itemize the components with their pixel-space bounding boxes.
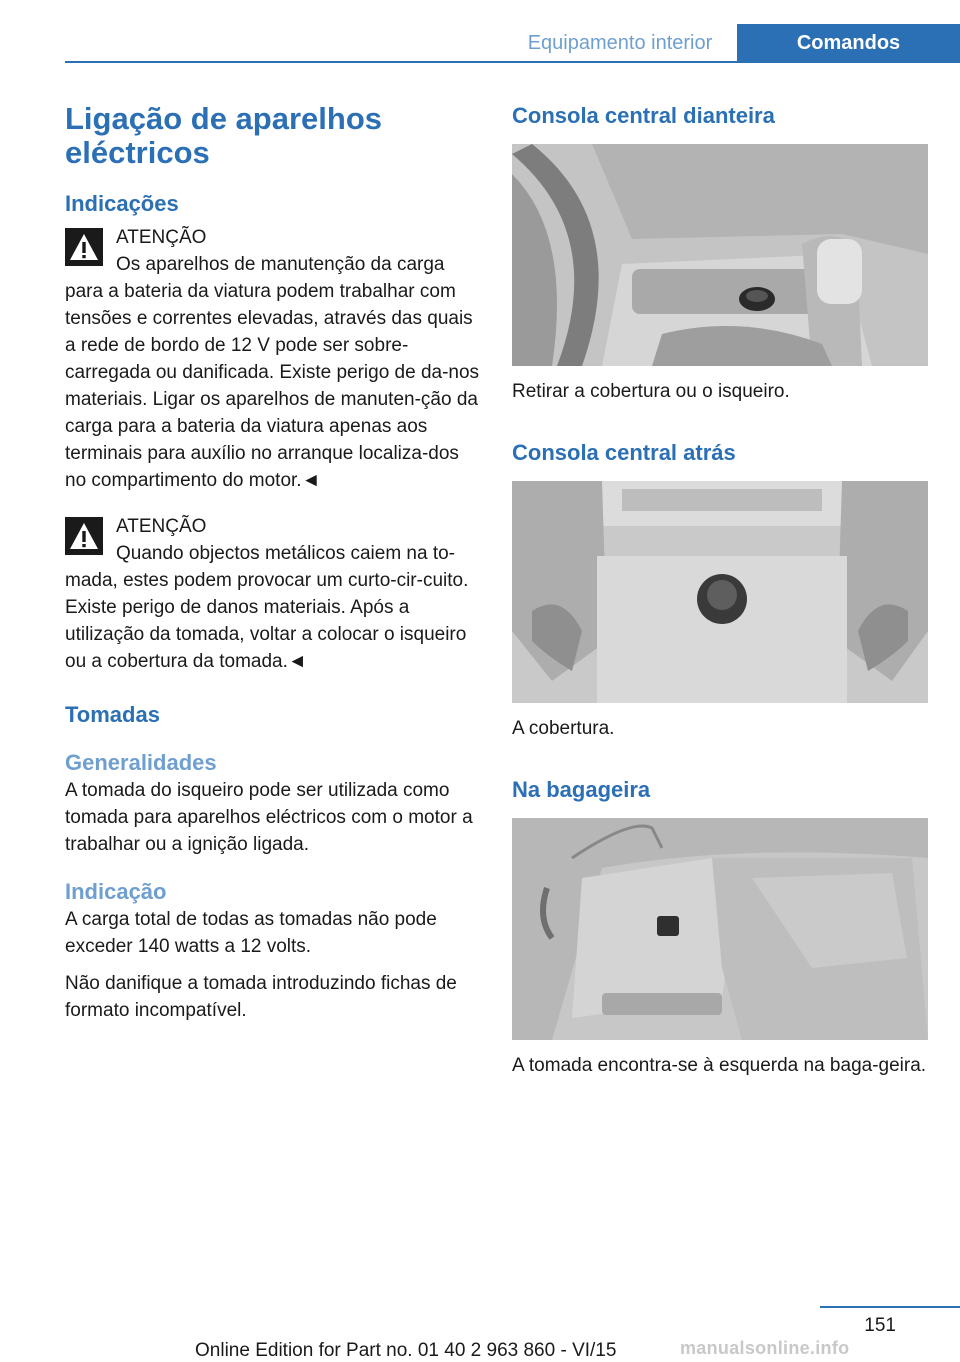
warning-label-2: ATENÇÃO <box>116 516 207 537</box>
heading-indicacao: Indicação <box>65 879 167 904</box>
warning-text-1-first: Os aparelhos de manutenção da carga <box>116 254 445 275</box>
trunk-image <box>512 818 928 1040</box>
footer-divider <box>820 1306 960 1308</box>
left-column <box>65 102 480 1024</box>
warning-text-2-first: Quando objectos metálicos caiem na to- <box>116 543 456 564</box>
front-console-image <box>512 144 928 366</box>
heading-rear-console: Consola central atrás <box>512 440 736 465</box>
right-column <box>512 102 928 1079</box>
chapter-tab[interactable]: Comandos <box>737 24 960 62</box>
trunk-caption: A tomada encontra-se à esquerda na baga-geira. <box>512 1055 927 1076</box>
front-console-caption: Retirar a cobertura ou o isqueiro. <box>512 381 790 402</box>
rear-console-caption: A cobertura. <box>512 718 615 739</box>
heading-generalidades: Generalidades <box>65 750 217 775</box>
warning-label-1: ATENÇÃO <box>116 227 207 248</box>
page-header <box>0 0 960 62</box>
warning-text-1: para a bateria da viatura podem trabalhar com tensões e correntes elevadas, através das quais a rede de bordo de 12 V pode ser sobre-carregada ou danificada. Existe perigo de da-nos materiais. Ligar os aparelhos de manuten-ção da carga para a bateria da viatura apenas aos terminais para auxílio no arranque localiza-dos no compartimento do motor.◄ <box>65 281 480 491</box>
rear-console-image <box>512 481 928 703</box>
warning-icon <box>65 228 103 266</box>
warning-block-2 <box>65 513 480 675</box>
warning-text-2: mada, estes podem provocar um curto-cir-cuito. Existe perigo de danos materiais. Após a utilização da tomada, voltar a colocar o isqueiro ou a cobertura da tomada.◄ <box>65 570 469 672</box>
page-title: Ligação de aparelhos eléctricos <box>65 101 382 170</box>
heading-indicacoes: Indicações <box>65 191 179 216</box>
heading-front-console: Consola central dianteira <box>512 103 775 128</box>
indicacao-text-2: Não danifique a tomada introduzindo fichas de formato incompatível. <box>65 973 457 1021</box>
warning-icon <box>65 517 103 555</box>
header-divider <box>65 61 960 63</box>
heading-trunk: Na bagageira <box>512 777 651 802</box>
watermark: manualsonline.info <box>680 1338 850 1358</box>
generalidades-text: A tomada do isqueiro pode ser utilizada como tomada para aparelhos eléctricos com o motor a trabalhar ou a ignição ligada. <box>65 780 473 855</box>
page-number: 151 <box>864 1315 896 1336</box>
warning-block-1 <box>65 224 480 494</box>
section-tab[interactable]: Equipamento interior <box>527 32 713 54</box>
indicacao-text-1: A carga total de todas as tomadas não pode exceder 140 watts a 12 volts. <box>65 909 437 957</box>
edition-text: Online Edition for Part no. 01 40 2 963 860 - VI/15 <box>195 1340 617 1361</box>
heading-tomadas: Tomadas <box>65 702 160 727</box>
